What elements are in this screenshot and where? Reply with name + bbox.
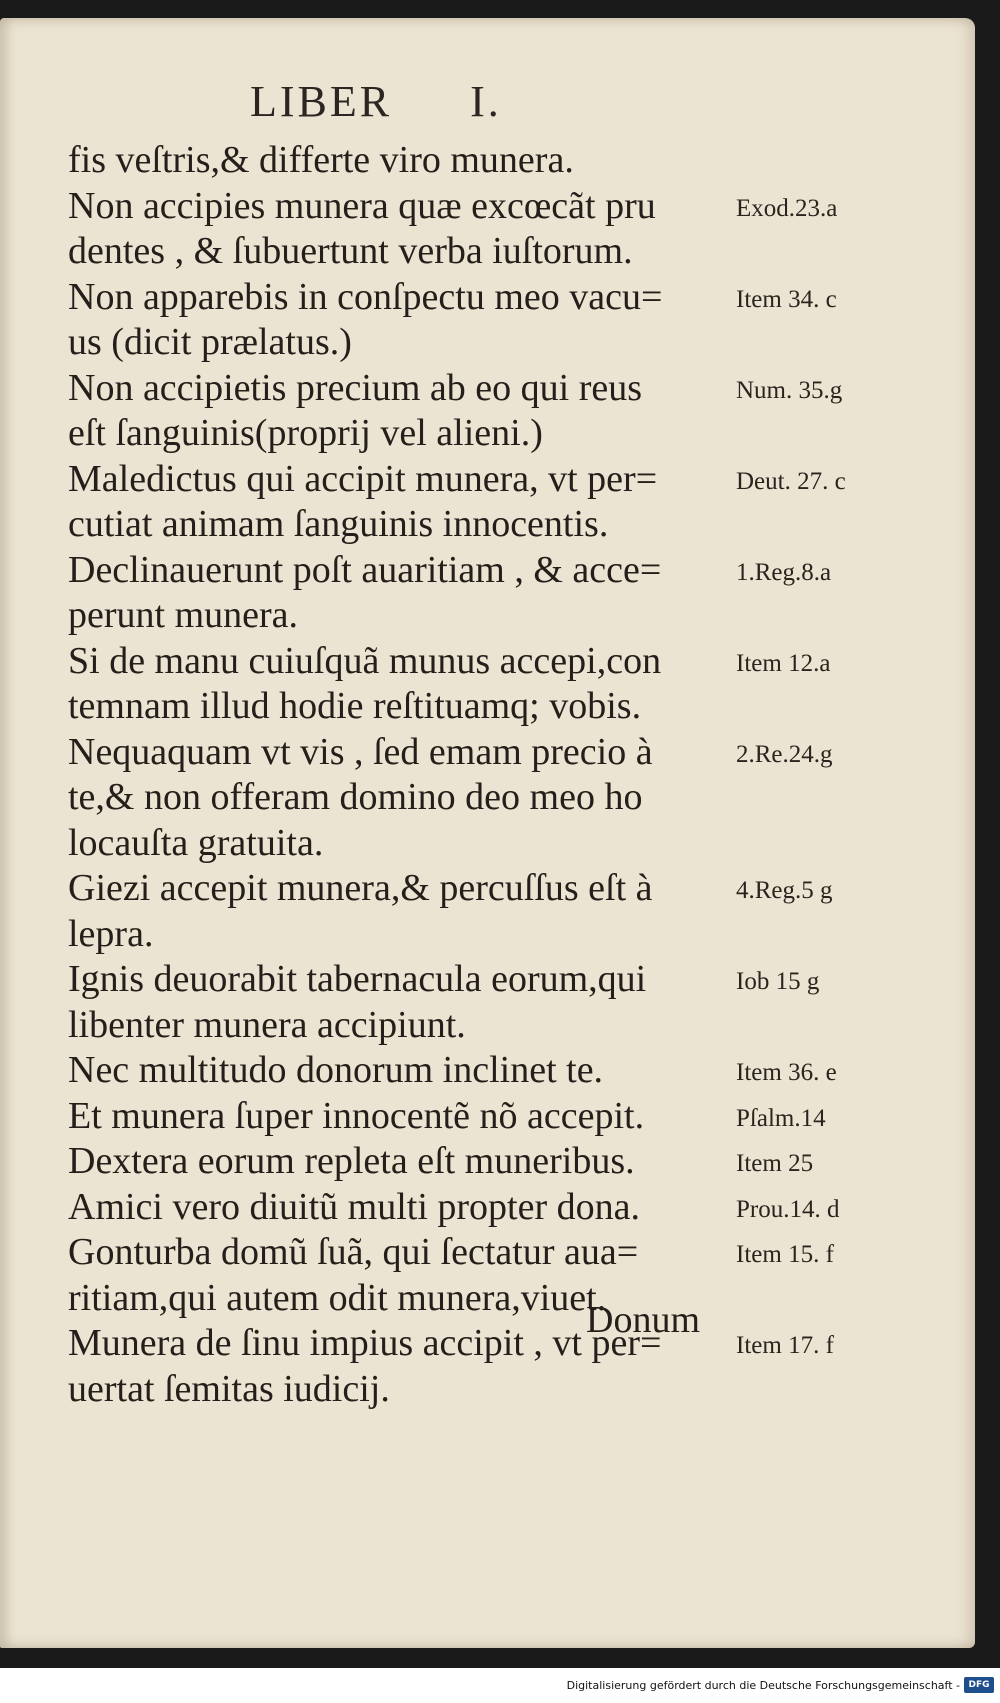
header-number: I. bbox=[470, 77, 502, 126]
text-line bbox=[68, 1367, 968, 1413]
margin-reference: Num. 35.g bbox=[736, 376, 843, 404]
line-text: temnam illud hodie reſtituamq; vobis. bbox=[68, 685, 642, 727]
margin-reference: Iob 15 g bbox=[736, 968, 820, 995]
line-text: Amici vero diuitũ multi propter dona. bbox=[68, 1185, 641, 1228]
funding-notice: Digitalisierung gefördert durch die Deutsche Forschungsgemeinschaft - bbox=[566, 1679, 960, 1692]
footer-bar bbox=[0, 1668, 1000, 1703]
line-text: Nequaquam vt vis , ſed emam precio à bbox=[68, 730, 653, 773]
line-text: perunt munera. bbox=[68, 594, 299, 636]
margin-reference: Deut. 27. c bbox=[736, 467, 846, 495]
line-text: Maledictus qui accipit munera, vt per= bbox=[68, 457, 658, 500]
text-line bbox=[68, 1230, 968, 1276]
line-text: dentes , & ſubuertunt verba iuſtorum. bbox=[68, 230, 633, 272]
text-line bbox=[68, 229, 968, 275]
line-text: Non apparebis in conſpectu meo vacu= bbox=[68, 275, 663, 318]
text-line bbox=[68, 1003, 968, 1049]
margin-reference: 4.Reg.5 g bbox=[736, 877, 833, 904]
line-text: libenter munera accipiunt. bbox=[68, 1003, 466, 1046]
line-text: Declinauerunt poſt auaritiam , & acce= bbox=[68, 548, 662, 591]
text-line bbox=[68, 320, 968, 366]
text-line bbox=[68, 730, 968, 776]
text-line bbox=[68, 366, 968, 412]
text-line bbox=[68, 684, 968, 730]
line-text: fis veſtris,& differte viro munera. bbox=[68, 139, 574, 181]
line-text: cutiat animam ſanguinis innocentis. bbox=[68, 503, 609, 545]
line-text: Ignis deuorabit tabernacula eorum,qui bbox=[68, 958, 647, 1000]
text-line bbox=[68, 457, 968, 503]
line-text: lepra. bbox=[68, 912, 154, 955]
header-word: LIBER bbox=[250, 77, 393, 126]
line-text: Munera de ſinu impius accipit , vt per= bbox=[68, 1322, 662, 1364]
line-text: te,& non offeram domino deo meo ho bbox=[68, 776, 643, 818]
margin-reference: Item 17. f bbox=[736, 1332, 834, 1359]
text-line bbox=[68, 411, 968, 457]
catchword: Donum bbox=[586, 1299, 700, 1341]
margin-reference: Item 12.a bbox=[736, 649, 831, 677]
line-text: us (dicit prælatus.) bbox=[68, 321, 352, 363]
text-block bbox=[68, 138, 968, 1412]
text-line bbox=[68, 1276, 968, 1322]
text-line bbox=[68, 1094, 968, 1140]
book-page bbox=[0, 18, 975, 1648]
dfg-logo-icon: DFG bbox=[964, 1677, 994, 1693]
text-line bbox=[68, 1185, 968, 1231]
margin-reference: Exod.23.a bbox=[736, 194, 838, 222]
text-line bbox=[68, 866, 968, 912]
line-text: Dextera eorum repleta eſt muneribus. bbox=[68, 1140, 635, 1182]
text-line bbox=[68, 1139, 968, 1185]
line-text: Et munera ſuper innocentẽ nõ accepit. bbox=[68, 1094, 645, 1137]
text-line bbox=[68, 548, 968, 594]
text-line bbox=[68, 502, 968, 548]
text-line bbox=[68, 957, 968, 1003]
margin-reference: Item 34. c bbox=[736, 285, 837, 313]
line-text: Non accipies munera quæ excœcãt pru bbox=[68, 184, 656, 227]
margin-reference: 2.Re.24.g bbox=[736, 740, 833, 768]
text-line bbox=[68, 1321, 968, 1367]
text-line bbox=[68, 912, 968, 958]
margin-reference: Item 36. e bbox=[736, 1059, 837, 1086]
text-line bbox=[68, 593, 968, 639]
margin-reference: Item 25 bbox=[736, 1150, 814, 1177]
line-text: locauſta gratuita. bbox=[68, 821, 324, 864]
text-line bbox=[68, 275, 968, 321]
line-text: Non accipietis precium ab eo qui reus bbox=[68, 366, 643, 409]
line-text: uertat ſemitas iudicij. bbox=[68, 1367, 390, 1410]
margin-reference: Pſalm.14 bbox=[736, 1104, 826, 1132]
line-text: Nec multitudo donorum inclinet te. bbox=[68, 1049, 604, 1091]
text-line bbox=[68, 1048, 968, 1094]
margin-reference: 1.Reg.8.a bbox=[736, 558, 832, 586]
line-text: Gonturba domũ ſuã, qui ſectatur aua= bbox=[68, 1231, 639, 1273]
line-text: ritiam,qui autem odit munera,viuet. bbox=[68, 1276, 607, 1319]
running-header bbox=[250, 76, 502, 127]
text-line bbox=[68, 138, 968, 184]
line-text: Giezi accepit munera,& percuſſus eſt à bbox=[68, 867, 653, 909]
text-line bbox=[68, 639, 968, 685]
text-line bbox=[68, 775, 968, 821]
line-text: eſt ſanguinis(proprij vel alieni.) bbox=[68, 412, 543, 454]
text-line bbox=[68, 184, 968, 230]
line-text: Si de manu cuiuſquã munus accepi,con bbox=[68, 639, 662, 682]
margin-reference: Prou.14. d bbox=[736, 1195, 840, 1223]
margin-reference: Item 15. f bbox=[736, 1241, 834, 1268]
text-line bbox=[68, 821, 968, 867]
